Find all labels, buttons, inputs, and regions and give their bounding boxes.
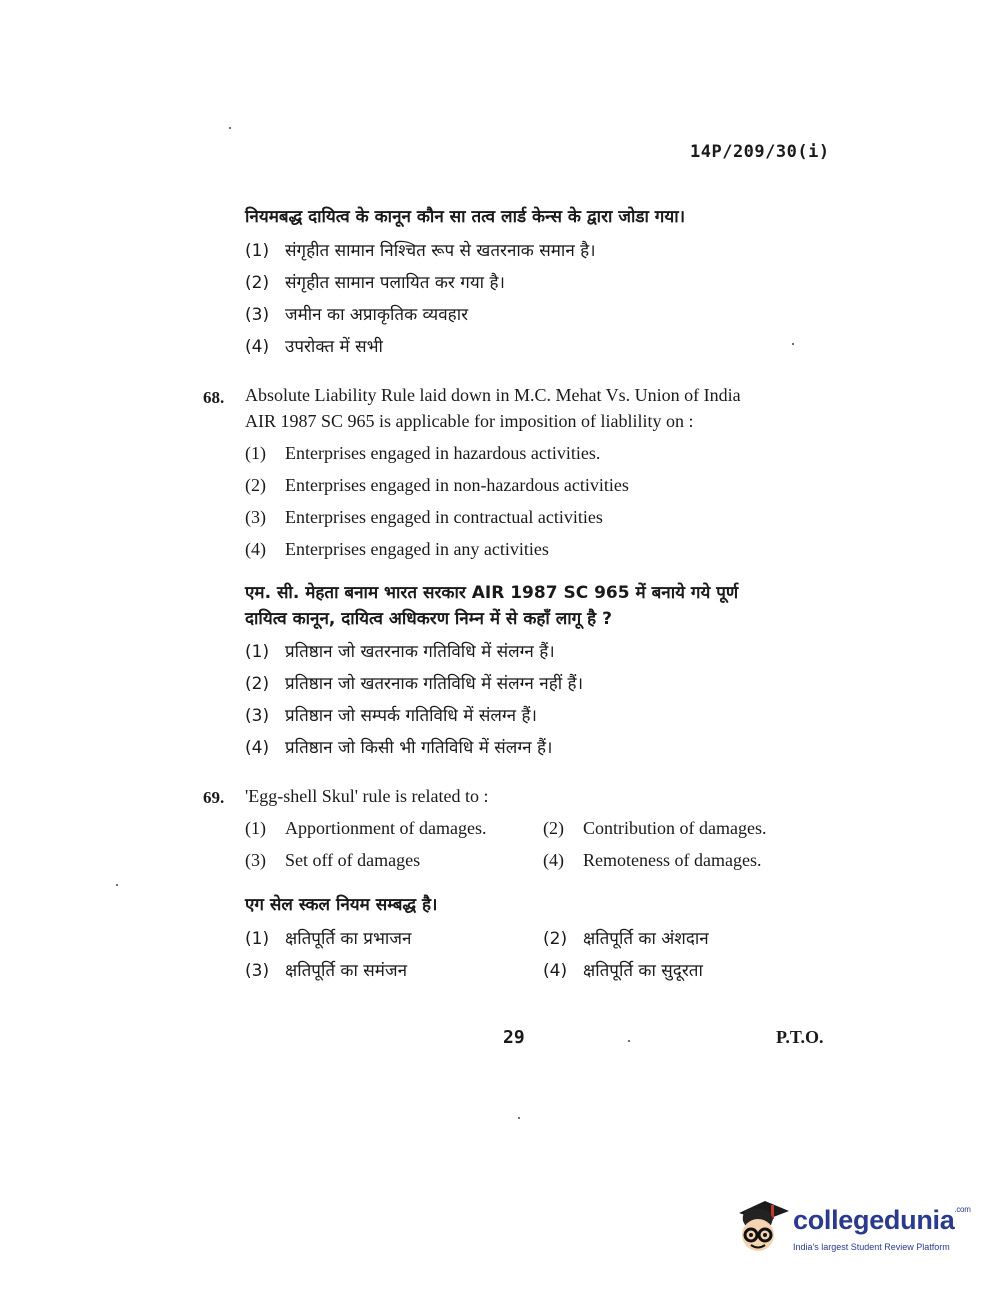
q68-hindi-option-3 bbox=[245, 703, 537, 726]
option-text: Remoteness of damages. bbox=[583, 850, 762, 870]
option-number: (2) bbox=[543, 818, 564, 838]
q69-option-3 bbox=[245, 850, 420, 871]
option-number: (1) bbox=[245, 443, 266, 463]
option-text: प्रतिष्ठान जो खतरनाक गतिविधि में संलग्न नहीं हैं। bbox=[285, 674, 584, 694]
paper-code: 14P/209/30(i) bbox=[690, 142, 830, 162]
q67-hindi-option-2 bbox=[245, 270, 505, 293]
option-number: (1) bbox=[245, 818, 266, 838]
option-text: Enterprises engaged in any activities bbox=[285, 539, 549, 559]
q69-option-1 bbox=[245, 818, 486, 839]
scan-speck bbox=[792, 343, 794, 345]
option-text: Contribution of damages. bbox=[583, 818, 767, 838]
option-text: क्षतिपूर्ति का अंशदान bbox=[583, 929, 709, 949]
q69-hindi-option-1 bbox=[245, 926, 411, 949]
option-number: (3) bbox=[245, 961, 270, 981]
pto-label: P.T.O. bbox=[776, 1027, 824, 1047]
option-number: (4) bbox=[245, 539, 266, 559]
option-text: Enterprises engaged in non-hazardous activities bbox=[285, 475, 629, 495]
q68-question-line-2: AIR 1987 SC 965 is applicable for imposition of liablility on : bbox=[245, 411, 694, 431]
option-number: (4) bbox=[543, 961, 568, 981]
option-text: Set off of damages bbox=[285, 850, 421, 870]
q69-hindi-option-3 bbox=[245, 958, 407, 981]
option-text: उपरोक्त में सभी bbox=[285, 337, 383, 357]
option-text: Enterprises engaged in contractual activities bbox=[285, 507, 603, 527]
q69-option-4 bbox=[543, 850, 761, 871]
option-number: (1) bbox=[245, 642, 270, 662]
option-number: (3) bbox=[245, 305, 270, 325]
option-number: (1) bbox=[245, 929, 270, 949]
option-number: (3) bbox=[245, 850, 266, 870]
option-text: प्रतिष्ठान जो किसी भी गतिविधि में संलग्न हैं। bbox=[285, 738, 553, 758]
option-number: (2) bbox=[245, 674, 270, 694]
student-mascot-icon bbox=[733, 1195, 791, 1261]
brand-suffix: .com bbox=[954, 1205, 971, 1214]
option-text: Enterprises engaged in hazardous activities. bbox=[285, 443, 601, 463]
option-text: प्रतिष्ठान जो सम्पर्क गतिविधि में संलग्न हैं। bbox=[285, 706, 537, 726]
option-number: (2) bbox=[245, 273, 270, 293]
q68-option-1 bbox=[245, 443, 600, 464]
q69-hindi-option-2 bbox=[543, 926, 709, 949]
option-text: क्षतिपूर्ति का सुदूरता bbox=[583, 961, 703, 981]
q69-hindi-option-4 bbox=[543, 958, 703, 981]
option-text: संगृहीत सामान निश्चित रूप से खतरनाक समान है। bbox=[285, 241, 596, 261]
q69-number: 69. bbox=[203, 788, 225, 807]
q68-question-line-1: Absolute Liability Rule laid down in M.C. Mehat Vs. Union of India bbox=[245, 385, 741, 405]
option-text: क्षतिपूर्ति का प्रभाजन bbox=[285, 929, 412, 949]
option-number: (2) bbox=[245, 475, 266, 495]
q68-hindi-line-2: दायित्व कानून, दायित्व अधिकरण निम्न में से कहाँ लागू है ? bbox=[245, 609, 612, 629]
scan-speck bbox=[116, 884, 118, 886]
option-number: (2) bbox=[543, 929, 568, 949]
option-number: (3) bbox=[245, 507, 266, 527]
page-number: 29 bbox=[503, 1027, 525, 1048]
q68-hindi-option-4 bbox=[245, 735, 552, 758]
option-text: Apportionment of damages. bbox=[285, 818, 487, 838]
brand-name: collegedunia$^{.com}$ bbox=[793, 1205, 971, 1235]
q68-option-3 bbox=[245, 507, 603, 528]
brand-tagline: India's largest Student Review Platform bbox=[793, 1242, 950, 1252]
q67-hindi-question: नियमबद्ध दायित्व के कानून कौन सा तत्व लार्ड केन्स के द्वारा जोडा गया। bbox=[245, 207, 686, 227]
option-number: (3) bbox=[245, 706, 270, 726]
q67-hindi-option-4 bbox=[245, 334, 383, 357]
option-number: (4) bbox=[245, 738, 270, 758]
q68-option-4 bbox=[245, 539, 549, 560]
scan-speck bbox=[628, 1040, 630, 1042]
q68-hindi-option-1 bbox=[245, 639, 555, 662]
q68-hindi-line-1: एम. सी. मेहता बनाम भारत सरकार AIR 1987 SC 965 में बनाये गये पूर्ण bbox=[245, 583, 739, 603]
q67-hindi-option-3 bbox=[245, 302, 468, 325]
q68-option-2 bbox=[245, 475, 629, 496]
option-text: प्रतिष्ठान जो खतरनाक गतिविधि में संलग्न हैं। bbox=[285, 642, 555, 662]
option-number: (4) bbox=[245, 337, 270, 357]
q69-question: 'Egg-shell Skul' rule is related to : bbox=[245, 786, 489, 806]
scan-speck bbox=[229, 127, 231, 129]
option-number: (4) bbox=[543, 850, 564, 870]
q69-hindi-question: एग सेल स्कल नियम सम्बद्ध है। bbox=[245, 895, 438, 915]
q68-hindi-option-2 bbox=[245, 671, 583, 694]
scan-speck bbox=[518, 1117, 520, 1119]
option-text: क्षतिपूर्ति का समंजन bbox=[285, 961, 408, 981]
q67-hindi-option-1 bbox=[245, 238, 596, 261]
option-text: संगृहीत सामान पलायित कर गया है। bbox=[285, 273, 505, 293]
q69-option-2 bbox=[543, 818, 766, 839]
option-number: (1) bbox=[245, 241, 270, 261]
option-text: जमीन का अप्राकृतिक व्यवहार bbox=[285, 305, 469, 325]
q68-number: 68. bbox=[203, 388, 225, 407]
collegedunia-watermark bbox=[733, 1195, 971, 1265]
